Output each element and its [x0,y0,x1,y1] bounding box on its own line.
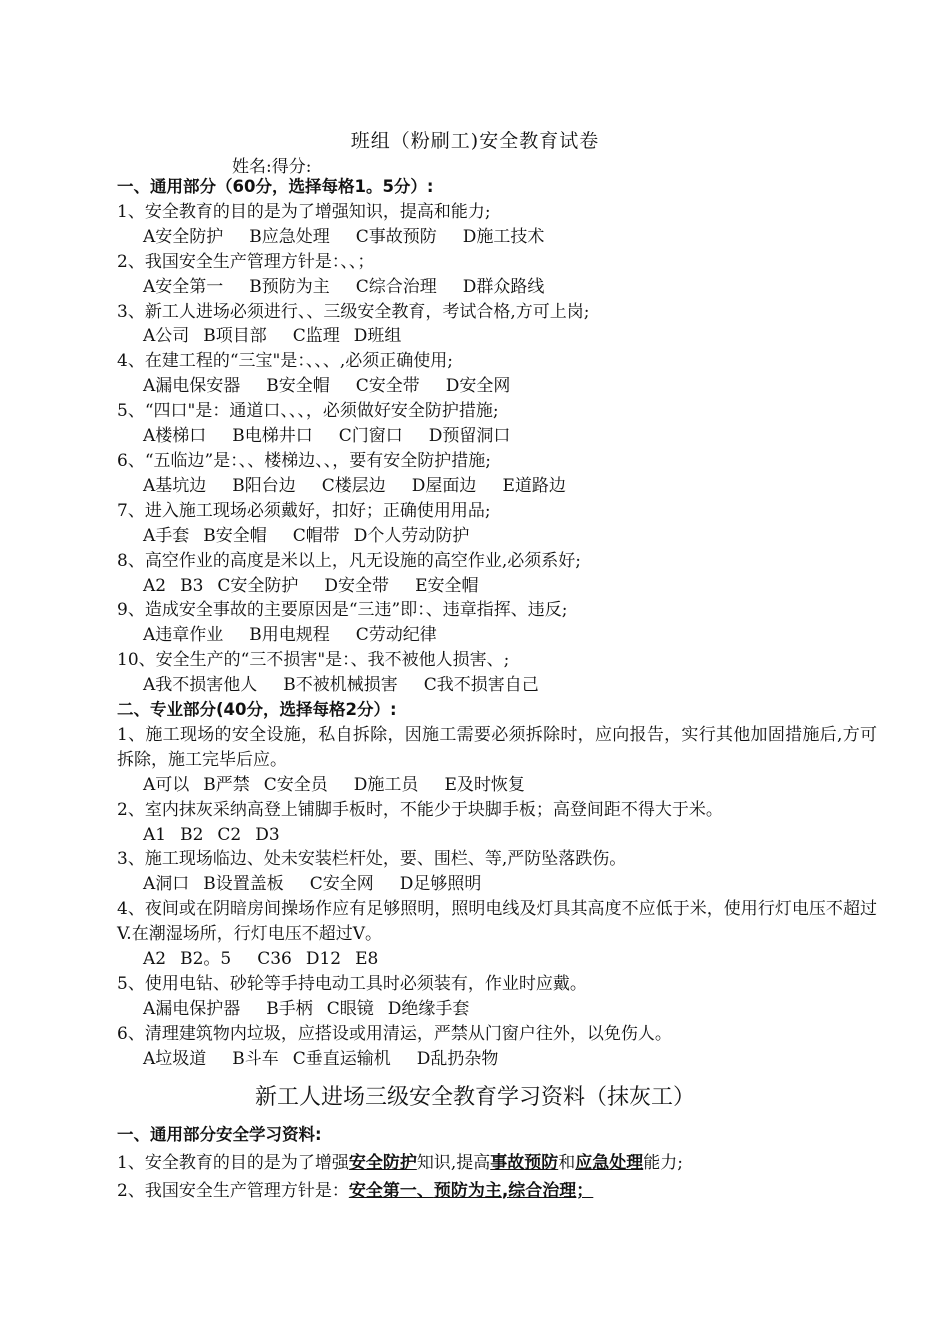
part2-heading: 二、专业部分(40分，选择每格2分）: [117,700,397,720]
option-item: D施工技术 [462,226,545,247]
option-item: C安全网 [309,874,374,895]
question-options [117,947,877,972]
option-item: C综合治理 [355,276,437,297]
study-title: 新工人进场三级安全教育学习资料（抹灰工） [254,1085,695,1110]
exam-content [117,175,877,1072]
study-answer: 预防为主 [433,1181,502,1201]
question-text: 6、“五临边”是：、、楼梯边、、，要有安全防护措施; [117,450,491,471]
option-item: B2。5 [180,949,232,970]
question-text: 8、高空作业的高度是米以上，凡无设施的高空作业,必须系好; [117,550,581,571]
study-answer: ； [576,1181,594,1201]
option-item: A我不损害他人 [143,675,258,696]
option-item: A洞口 [143,874,190,895]
question-text: 2、室内抹灰采纳高登上铺脚手板时，不能少于块脚手板；高登间距不得大于米。 [117,799,723,820]
option-item: B项目部 [203,326,267,347]
question-options [117,773,877,798]
option-item: C事故预防 [355,226,437,247]
option-item: A1 [143,824,167,845]
option-item: D安全网 [445,376,511,397]
question-options [117,474,877,499]
option-item: D班组 [353,326,402,347]
option-item: A手套 [143,525,190,546]
option-item: D12 [305,949,342,970]
option-item: C监理 [292,326,340,347]
option-item: D3 [255,824,280,845]
question-text: 1、安全教育的目的是为了增强知识，提高和能力; [117,201,491,222]
question-options [117,524,877,549]
option-item: D足够照明 [399,874,482,895]
question-options [117,623,877,648]
option-item: A违章作业 [143,625,224,646]
study-text: 能力; [643,1153,683,1173]
study-text: 知识,提高 [416,1153,491,1173]
option-item: B2 [180,824,204,845]
study-answer: 、 [416,1181,434,1201]
study-content [117,1121,877,1205]
option-item: E及时恢复 [444,774,525,795]
question-options [117,872,877,897]
study-text: 2、我国安全生产管理方针是： [117,1181,349,1201]
option-item: C劳动纪律 [355,625,437,646]
option-item: B安全帽 [266,376,330,397]
study-text: 1、安全教育的目的是为了增强 [117,1153,349,1173]
option-item: B斗车 [232,1048,279,1069]
option-item: E道路边 [502,475,566,496]
option-item: A漏电保护器 [143,998,241,1019]
option-item: C垂直运输机 [292,1048,391,1069]
option-item: E8 [355,949,379,970]
option-item: B用电规程 [249,625,330,646]
question-options [117,823,877,848]
option-item: B安全帽 [203,525,267,546]
option-item: B电梯井口 [232,426,313,447]
option-item: C眼镜 [326,998,374,1019]
question-options [117,1047,877,1072]
option-item: E安全帽 [415,575,479,596]
question-options [117,324,877,349]
part2-questions [117,723,877,1072]
question-options [117,275,877,300]
question-options [117,997,877,1022]
option-item: B手柄 [266,998,313,1019]
study-text: 和 [558,1153,576,1173]
option-item: A安全第一 [143,276,224,297]
option-item: A可以 [143,774,190,795]
option-item: A2 [143,949,167,970]
part1-questions [117,200,877,698]
option-item: C我不损害自己 [423,675,539,696]
option-item: D施工员 [353,774,419,795]
option-item: D绝缘手套 [387,998,470,1019]
option-item: B严禁 [203,774,250,795]
option-item: C帽带 [292,525,340,546]
question-text: 4、在建工程的“三宝"是：、、、,必须正确使用; [117,351,453,372]
option-item: C楼层边 [321,475,386,496]
question-text: 2、我国安全生产管理方针是：、、； [117,251,375,272]
question-text: 7、进入施工现场必须戴好，扣好；正确使用用品; [117,500,491,521]
question-options [117,574,877,599]
option-item: B不被机械损害 [283,675,398,696]
option-item: D安全带 [324,575,390,596]
option-item: D个人劳动防护 [353,525,470,546]
question-options [117,374,877,399]
option-item: A垃圾道 [143,1048,207,1069]
part1-heading: 一、通用部分（60分，选择每格1。5分）: [117,177,434,196]
question-options [117,424,877,449]
question-text: 3、施工现场临边、处未安装栏杆处，要、围栏、等,严防坠落跌伤。 [117,849,627,870]
question-text: 9、造成安全事故的主要原因是“三违”即：、违章指挥、违反; [117,600,568,621]
option-item: A基坑边 [143,475,207,496]
question-text: 5、使用电钻、砂轮等手持电动工具时必须装有，作业时应戴。 [117,974,587,994]
option-item: A2 [143,575,167,596]
question-options [117,225,877,250]
question-text: 3、新工人进场必须进行、、三级安全教育，考试合格,方可上岗; [117,301,590,322]
option-item: C安全带 [355,376,420,397]
question-text: 10、安全生产的“三不损害"是：、我不被他人损害、; [117,650,510,671]
option-item: C2 [217,824,242,845]
study-answer: , [501,1181,509,1201]
option-item: A漏电保安器 [143,376,241,397]
option-item: C安全员 [263,774,328,795]
study-answer: 安全防护 [348,1153,417,1173]
study-heading: 一、通用部分安全学习资料: [117,1125,322,1144]
study-answer: 安全第一 [348,1181,417,1201]
study-line-2 [117,1177,877,1205]
option-item: A公司 [143,326,190,347]
option-item: B预防为主 [249,276,330,297]
exam-title: 班组（粉刷工)安全教育试卷 [350,130,600,152]
study-answer: 事故预防 [490,1153,559,1173]
name-score-line: 姓名:得分: [232,157,312,177]
option-item: B应急处理 [249,226,330,247]
option-item: D乱扔杂物 [416,1048,499,1069]
question-text: 5、“四口"是：通道口、、、，必须做好安全防护措施; [117,401,499,422]
option-item: C36 [257,949,292,970]
option-item: C门窗口 [338,426,403,447]
question-text: 6、清理建筑物内垃圾，应搭设或用清运，严禁从门窗户往外，以免伤人。 [117,1023,672,1044]
option-item: A楼梯口 [143,426,207,447]
option-item: C安全防护 [217,575,299,596]
option-item: A安全防护 [143,226,224,247]
question-text: 4、夜间或在阴暗房间操场作应有足够照明，照明电线及灯具其高度不应低于米，使用行灯电压不超过V.在潮湿场所，行灯电压不超过V。 [117,899,877,945]
study-line-1 [117,1149,877,1177]
study-answer: 应急处理 [575,1153,644,1173]
option-item: B设置盖板 [203,874,284,895]
question-text: 1、施工现场的安全设施，私自拆除，因施工需要必须拆除时，应向报告，实行其他加固措施后,方可拆除，施工完毕后应。 [117,724,877,770]
question-options [117,673,877,698]
option-item: D屋面边 [411,475,477,496]
study-answer: 综合治理 [508,1181,577,1201]
option-item: B阳台边 [232,475,296,496]
option-item: D群众路线 [462,276,545,297]
option-item: D预留洞口 [428,426,511,447]
option-item: B3 [180,575,204,596]
